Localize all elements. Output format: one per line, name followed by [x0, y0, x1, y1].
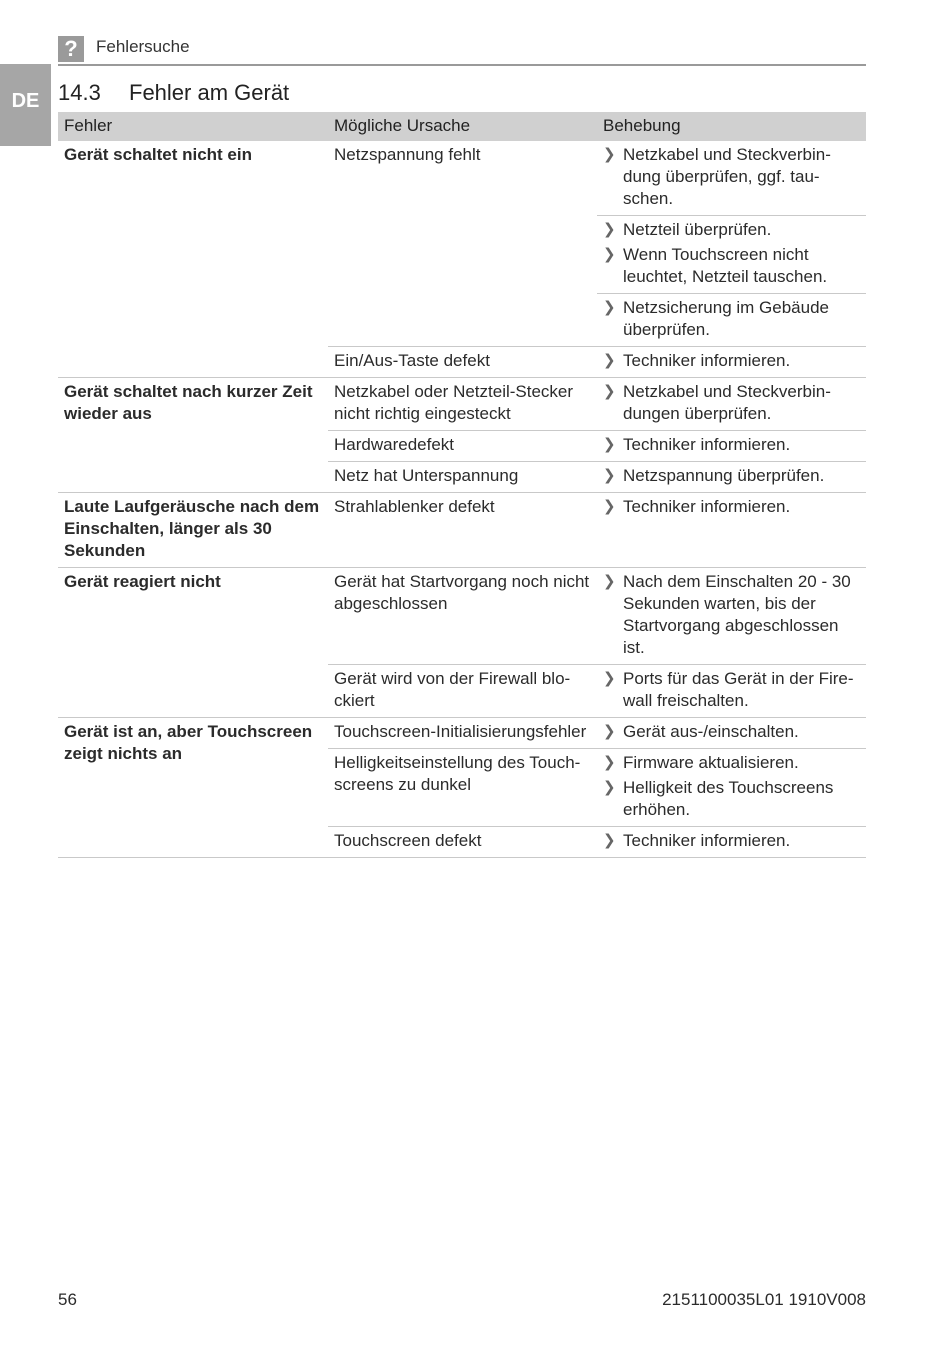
cause-cell: Netzspannung fehlt — [328, 141, 597, 347]
cause-cell: Hardwaredefekt — [328, 431, 597, 462]
language-tab: DE — [0, 64, 51, 146]
remedy-cell — [597, 749, 866, 827]
chevron-right-icon: ❯ — [603, 670, 616, 687]
remedy-cell — [597, 665, 866, 718]
remedy-item: ❯ Techniker informieren. — [603, 351, 791, 370]
remedy-cell — [597, 294, 866, 347]
fault-cell: Laute Laufgeräusche nach dem Einschalten, länger als 30 Sekunden — [58, 493, 328, 568]
chevron-right-icon: ❯ — [603, 467, 616, 484]
cause-cell: Touchscreen defekt — [328, 827, 597, 858]
table-row — [58, 141, 866, 216]
remedy-cell — [597, 378, 866, 431]
chevron-right-icon: ❯ — [603, 436, 616, 453]
chevron-right-icon: ❯ — [603, 723, 616, 740]
chevron-right-icon: ❯ — [603, 299, 616, 316]
remedy-item: ❯ Netzsicherung im Gebäude überprüfen. — [603, 298, 830, 339]
remedy-item: ❯ Helligkeit des Touchscreens erhöhen. — [603, 778, 834, 819]
remedy-cell — [597, 493, 866, 568]
table-row — [58, 718, 866, 749]
remedy-item: ❯ Netzkabel und Steckverbin-dung überprüfen, ggf. tau-schen. — [603, 145, 831, 208]
question-mark-icon: ? — [58, 36, 84, 62]
cause-cell: Touchscreen-Initialisierungsfehler — [328, 718, 597, 749]
chevron-right-icon: ❯ — [603, 352, 616, 369]
chevron-right-icon: ❯ — [603, 146, 616, 163]
fault-cell: Gerät schaltet nicht ein — [58, 141, 328, 378]
header-title: Fehlersuche — [96, 37, 190, 56]
remedy-cell — [597, 431, 866, 462]
chevron-right-icon: ❯ — [603, 383, 616, 400]
remedy-cell — [597, 718, 866, 749]
section-heading — [58, 80, 289, 106]
remedy-item: ❯ Techniker informieren. — [603, 831, 791, 850]
chevron-right-icon: ❯ — [603, 573, 616, 590]
chevron-right-icon: ❯ — [603, 832, 616, 849]
cause-cell: Ein/Aus-Taste defekt — [328, 347, 597, 378]
remedy-item: ❯ Wenn Touchscreen nicht leuchtet, Netzteil tauschen. — [603, 245, 828, 286]
column-header-remedy: Behebung — [597, 112, 866, 141]
chevron-right-icon: ❯ — [603, 779, 616, 796]
table-row — [58, 568, 866, 665]
cause-cell: Gerät hat Startvorgang noch nicht abgeschlossen — [328, 568, 597, 665]
chevron-right-icon: ❯ — [603, 754, 616, 771]
fault-table — [58, 112, 866, 858]
cause-cell: Helligkeitseinstellung des Touch-screens zu dunkel — [328, 749, 597, 827]
table-header-row — [58, 112, 866, 141]
remedy-item: ❯ Netzkabel und Steckverbin-dungen überprüfen. — [603, 382, 831, 423]
fault-cell: Gerät ist an, aber Touchscreen zeigt nichts an — [58, 718, 328, 858]
section-number: 14.3 — [58, 80, 101, 105]
column-header-fault: Fehler — [58, 112, 328, 141]
table-row — [58, 378, 866, 431]
document-id: 2151100035L01 1910V008 — [662, 1290, 866, 1309]
remedy-cell — [597, 216, 866, 294]
column-header-cause: Mögliche Ursache — [328, 112, 597, 141]
fault-cell: Gerät schaltet nach kurzer Zeit wieder aus — [58, 378, 328, 493]
cause-cell: Netz hat Unterspannung — [328, 462, 597, 493]
page-header — [58, 34, 866, 66]
cause-cell: Netzkabel oder Netzteil-Stecker nicht richtig eingesteckt — [328, 378, 597, 431]
cause-cell: Gerät wird von der Firewall blo-ckiert — [328, 665, 597, 718]
remedy-item: ❯ Nach dem Einschalten 20 - 30 Sekunden warten, bis der Startvorgang abgeschlossen ist. — [603, 572, 851, 657]
chevron-right-icon: ❯ — [603, 246, 616, 263]
cause-cell: Strahlablenker defekt — [328, 493, 597, 568]
section-title: Fehler am Gerät — [129, 80, 290, 105]
remedy-item: ❯ Netzspannung überprüfen. — [603, 466, 825, 485]
remedy-cell — [597, 141, 866, 216]
remedy-cell — [597, 568, 866, 665]
remedy-item: ❯ Gerät aus-/einschalten. — [603, 722, 799, 741]
remedy-item: ❯ Techniker informieren. — [603, 435, 791, 454]
chevron-right-icon: ❯ — [603, 498, 616, 515]
remedy-cell — [597, 827, 866, 858]
table-row — [58, 493, 866, 568]
remedy-item: ❯ Ports für das Gerät in der Fire-wall freischalten. — [603, 669, 854, 710]
page-number: 56 — [58, 1290, 77, 1309]
chevron-right-icon: ❯ — [603, 221, 616, 238]
fault-cell: Gerät reagiert nicht — [58, 568, 328, 718]
remedy-cell — [597, 462, 866, 493]
remedy-cell — [597, 347, 866, 378]
remedy-item: ❯ Firmware aktualisieren. — [603, 753, 799, 772]
remedy-item: ❯ Netzteil überprüfen. — [603, 220, 772, 239]
remedy-item: ❯ Techniker informieren. — [603, 497, 791, 516]
